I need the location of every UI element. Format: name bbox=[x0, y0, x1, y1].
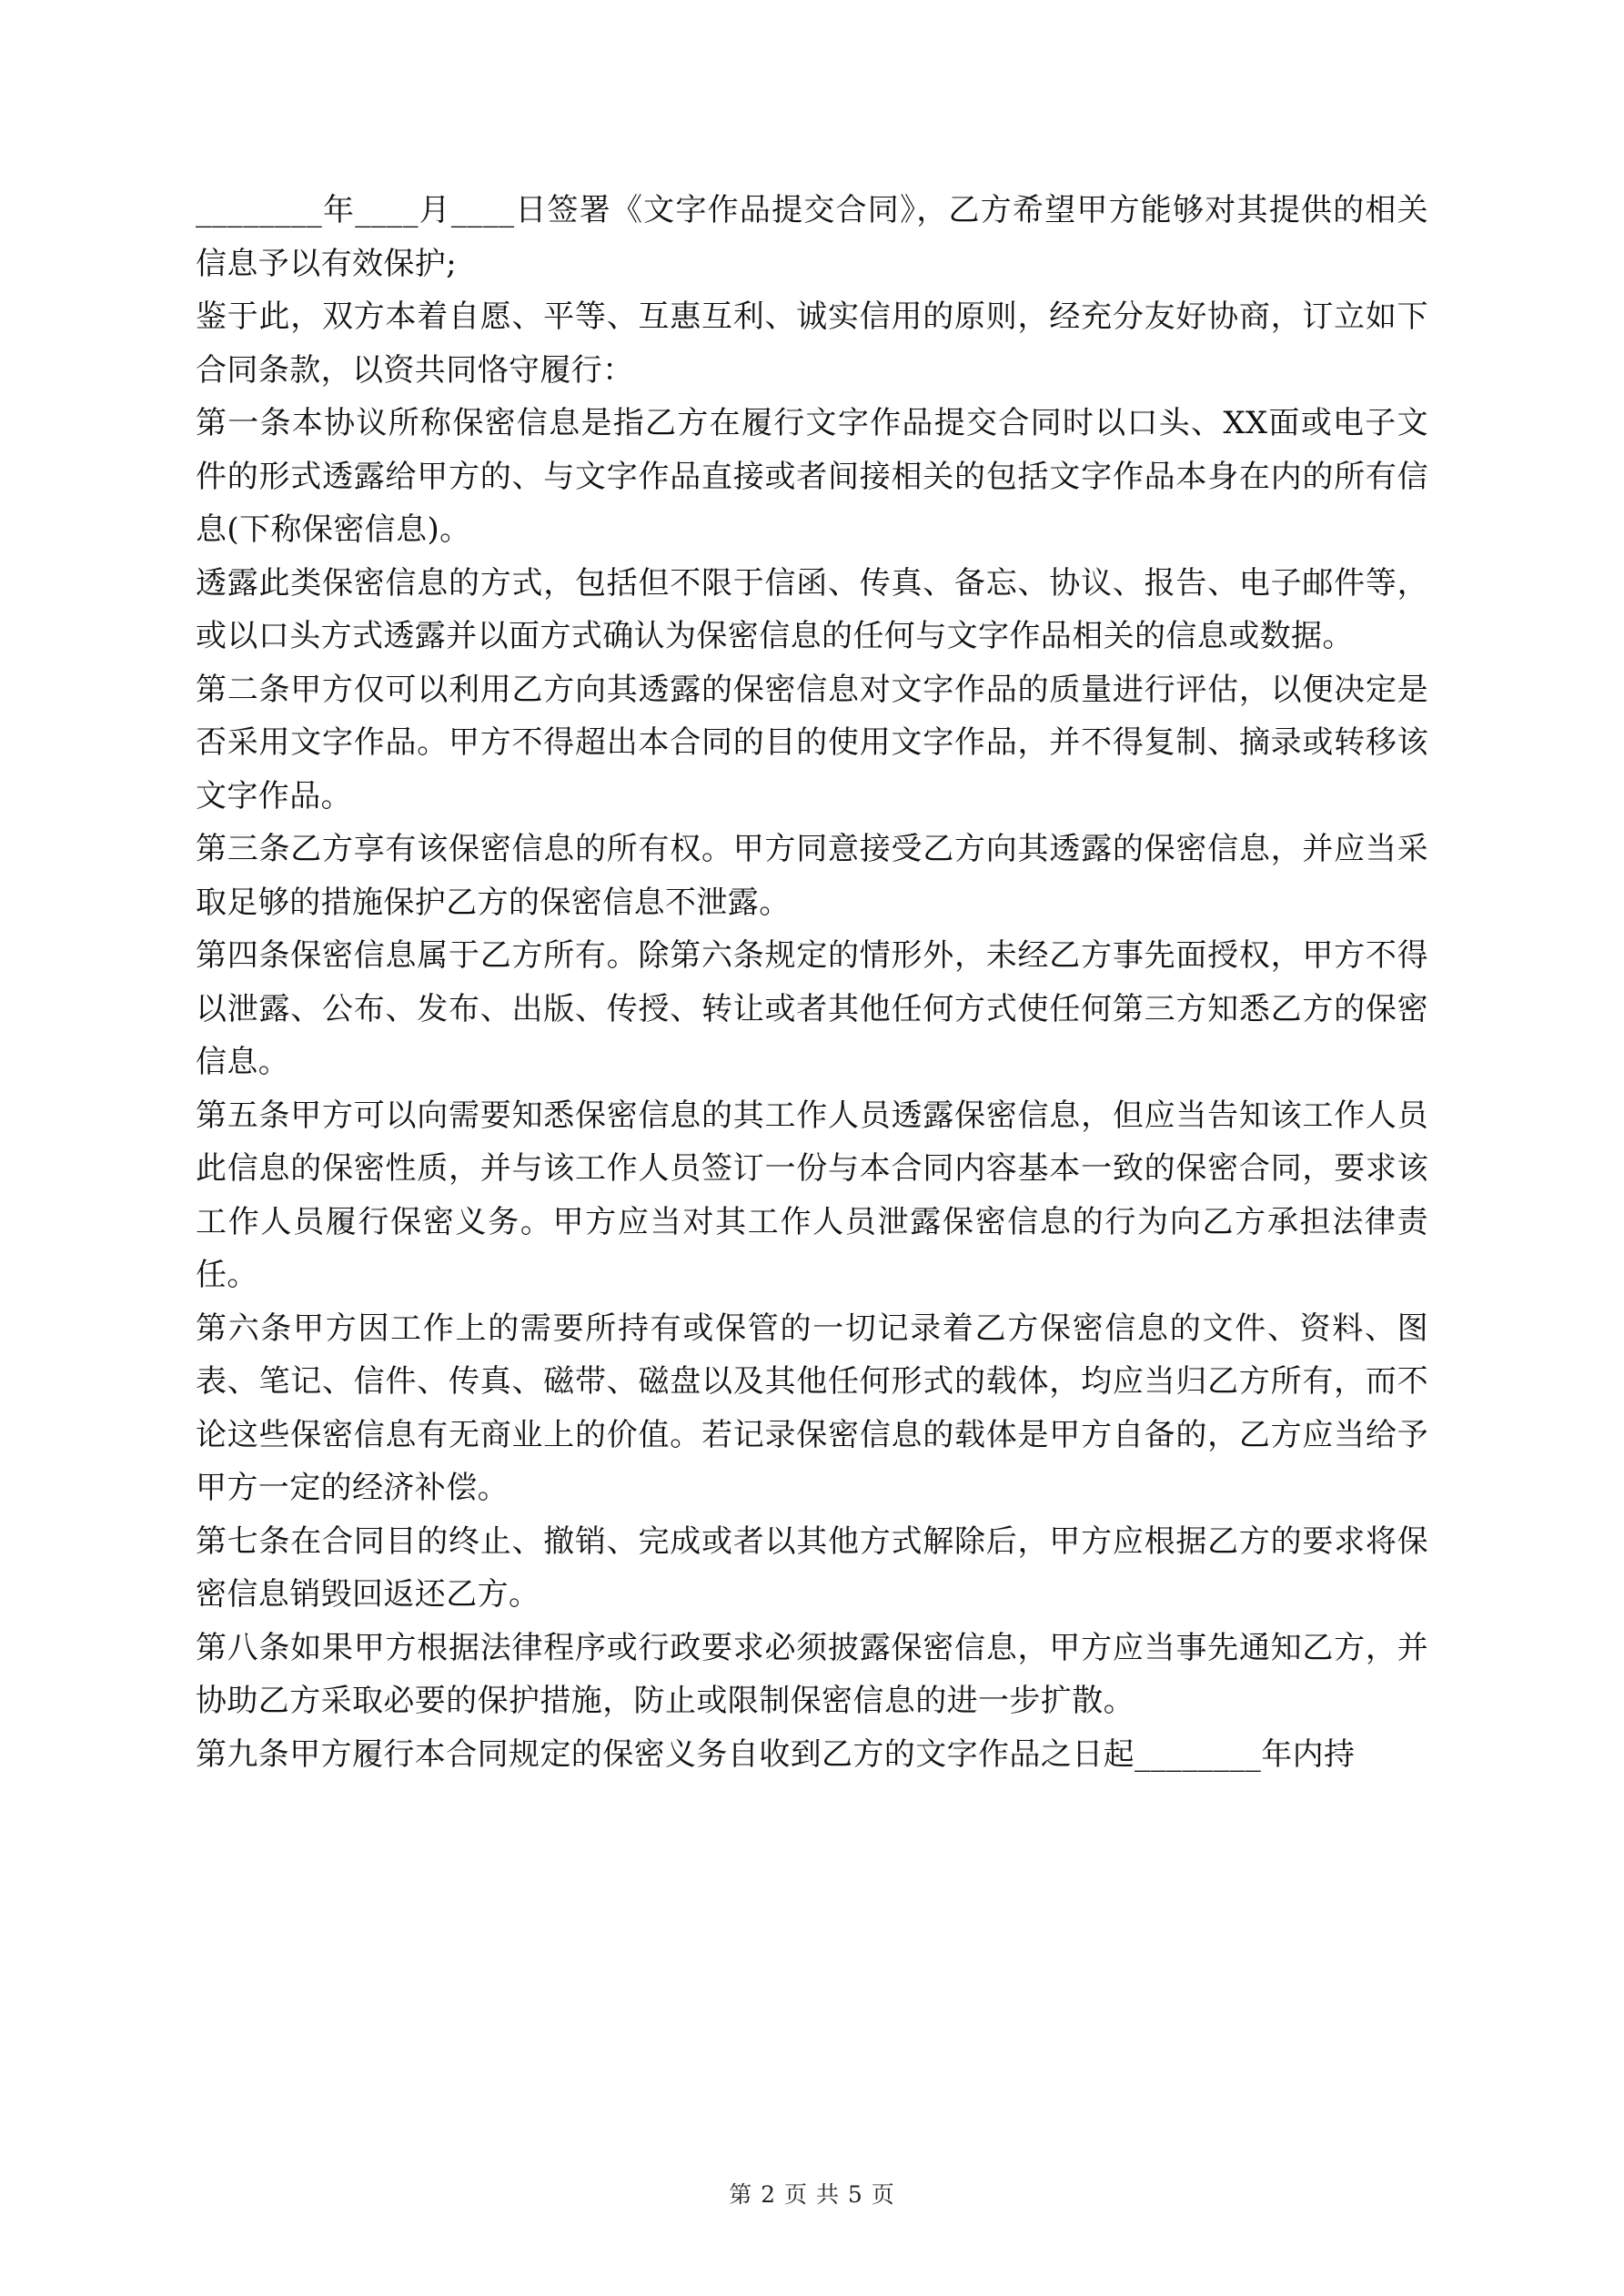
paragraph-article-7: 第七条在合同目的终止、撤销、完成或者以其他方式解除后，甲方应根据乙方的要求将保密信息销毁回返还乙方。 bbox=[196, 1522, 1428, 1613]
paragraph-article-9: 第九条甲方履行本合同规定的保密义务自收到乙方的文字作品之日起________年内持 bbox=[196, 1735, 1356, 1773]
paragraph-article-4: 第四条保密信息属于乙方所有。除第六条规定的情形外，未经乙方事先面授权，甲方不得以泄露、公布、发布、出版、传授、转让或者其他任何方式使任何第三方知悉乙方的保密信息。 bbox=[196, 937, 1428, 1080]
paragraph-disclosure-methods: 透露此类保密信息的方式，包括但不限于信函、传真、备忘、协议、报告、电子邮件等，或以口头方式透露并以面方式确认为保密信息的任何与文字作品相关的信息或数据。 bbox=[196, 564, 1428, 654]
paragraph-article-1: 第一条本协议所称保密信息是指乙方在履行文字作品提交合同时以口头、XX面或电子文件的形式透露给甲方的、与文字作品直接或者间接相关的包括文字作品本身在内的所有信息(下称保密信息)。 bbox=[196, 405, 1428, 548]
paragraph-article-6: 第六条甲方因工作上的需要所持有或保管的一切记录着乙方保密信息的文件、资料、图表、笔记、信件、传真、磁带、磁盘以及其他任何形式的载体，均应当归乙方所有，而不论这些保密信息有无商业上的价值。若记录保密信息的载体是甲方自备的，乙方应当给予甲方一定的经济补偿。 bbox=[196, 1310, 1428, 1506]
paragraph-signing-intro: ________年____月____日签署《文字作品提交合同》，乙方希望甲方能够对其提供的相关信息予以有效保护; bbox=[196, 192, 1428, 282]
paragraph-whereas: 鉴于此，双方本着自愿、平等、互惠互利、诚实信用的原则，经充分友好协商，订立如下合同条款，以资共同恪守履行： bbox=[196, 298, 1428, 389]
paragraph-article-8: 第八条如果甲方根据法律程序或行政要求必须披露保密信息，甲方应当事先通知乙方，并协助乙方采取必要的保护措施，防止或限制保密信息的进一步扩散。 bbox=[196, 1629, 1428, 1719]
paragraph-article-2: 第二条甲方仅可以利用乙方向其透露的保密信息对文字作品的质量进行评估，以便决定是否采用文字作品。甲方不得超出本合同的目的使用文字作品，并不得复制、摘录或转移该文字作品。 bbox=[196, 671, 1428, 814]
document-body bbox=[196, 184, 1428, 1781]
page-number-footer: 第 2 页 共 5 页 bbox=[729, 2181, 895, 2208]
paragraph-article-3: 第三条乙方享有该保密信息的所有权。甲方同意接受乙方向其透露的保密信息，并应当采取足够的措施保护乙方的保密信息不泄露。 bbox=[196, 831, 1428, 921]
paragraph-article-5: 第五条甲方可以向需要知悉保密信息的其工作人员透露保密信息，但应当告知该工作人员此信息的保密性质，并与该工作人员签订一份与本合同内容基本一致的保密合同，要求该工作人员履行保密义务。甲方应当对其工作人员泄露保密信息的行为向乙方承担法律责任。 bbox=[196, 1097, 1428, 1293]
